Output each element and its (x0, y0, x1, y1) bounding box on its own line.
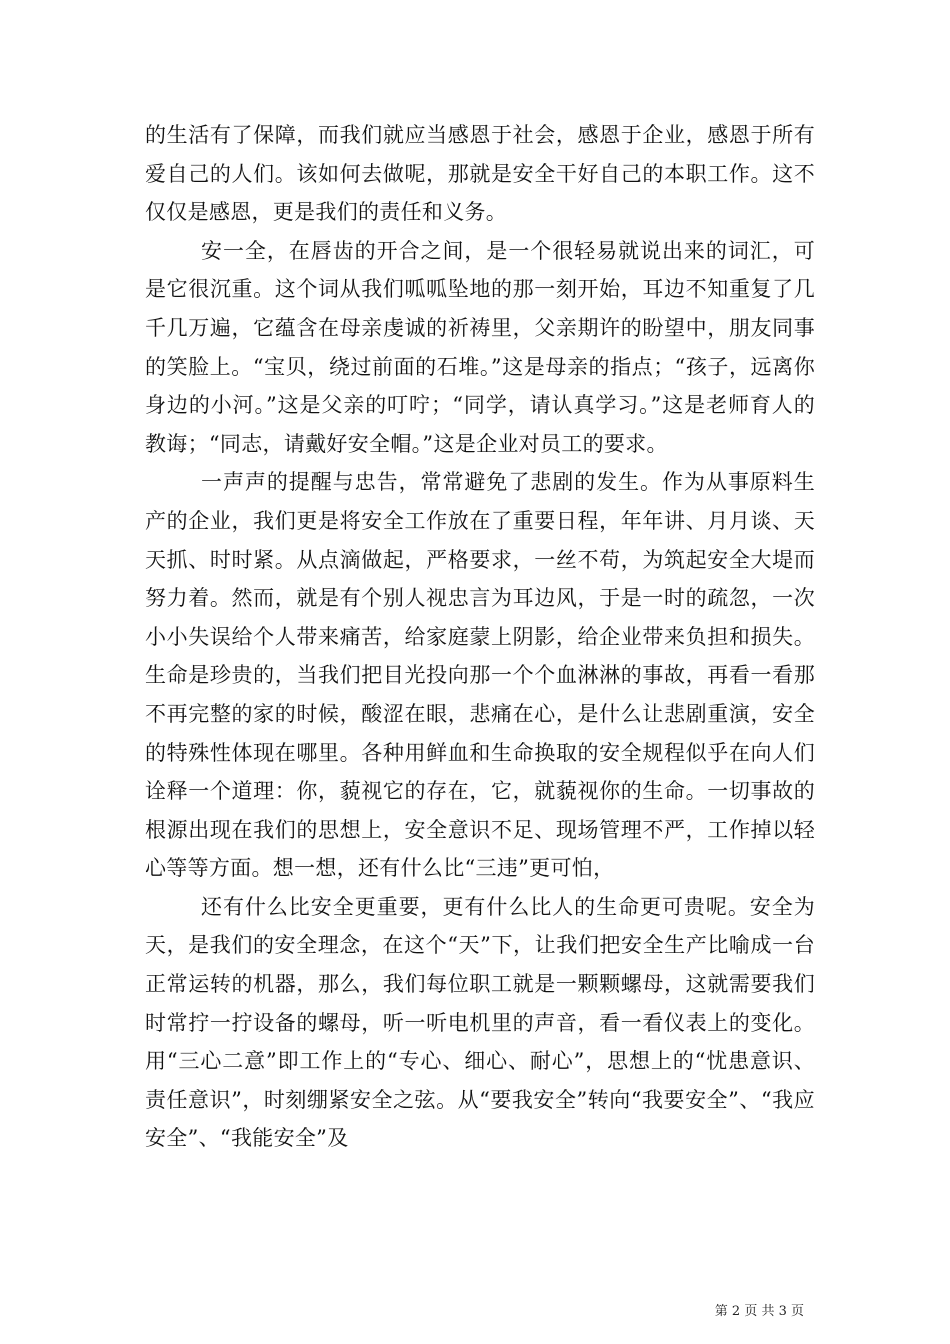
paragraph-2: 安一全，在唇齿的开合之间，是一个很轻易就说出来的词汇，可是它很沉重。这个词从我们呱呱坠地的那一刻开始，耳边不知重复了几千几万遍，它蕴含在母亲虔诚的祈祷里，父亲期许的盼望中，朋友同事的笑脸上。“宝贝，绕过前面的石堆。”这是母亲的指点；“孩子，远离你身边的小河。”这是父亲的叮咛；“同学，请认真学习。”这是老师育人的教诲；“同志，请戴好安全帽。”这是企业对员工的要求。 (145, 238, 815, 456)
paragraph-4: 还有什么比安全更重要，更有什么比人的生命更可贵呢。安全为天，是我们的安全理念，在这个“天”下，让我们把安全生产比喻成一台正常运转的机器，那么，我们每位职工就是一颗颗螺母，这就需要我们时常拧一拧设备的螺母，听一听电机里的声音，看一看仪表上的变化。用“三心二意”即工作上的“专心、细心、耐心”，思想上的“忧患意识、责任意识”，时刻绷紧安全之弦。从“要我安全”转向“我要安全”、“我应安全”、“我能安全”及 (145, 894, 815, 1151)
body-text (145, 116, 815, 1158)
paragraph-1: 的生活有了保障，而我们就应当感恩于社会，感恩于企业，感恩于所有爱自己的人们。该如何去做呢，那就是安全干好自己的本职工作。这不仅仅是感恩，更是我们的责任和义务。 (145, 123, 815, 225)
page-number-footer: 第 2 页 共 3 页 (714, 1304, 804, 1319)
paragraph-3: 一声声的提醒与忠告，常常避免了悲剧的发生。作为从事原料生产的企业，我们更是将安全工作放在了重要日程，年年讲、月月谈、天天抓、时时紧。从点滴做起，严格要求，一丝不苟，为筑起安全大堤而努力着。然而，就是有个别人视忠言为耳边风，于是一时的疏忽，一次小小失误给个人带来痛苦，给家庭蒙上阴影，给企业带来负担和损失。生命是珍贵的，当我们把目光投向那一个个血淋淋的事故，再看一看那不再完整的家的时候，酸涩在眼，悲痛在心，是什么让悲剧重演，安全的特殊性体现在哪里。各种用鲜血和生命换取的安全规程似乎在向人们诠释一个道理：你，藐视它的存在，它，就藐视你的生命。一切事故的根源出现在我们的思想上，安全意识不足、现场管理不严，工作掉以轻心等等方面。想一想，还有什么比“三违”更可怕， (145, 470, 815, 881)
